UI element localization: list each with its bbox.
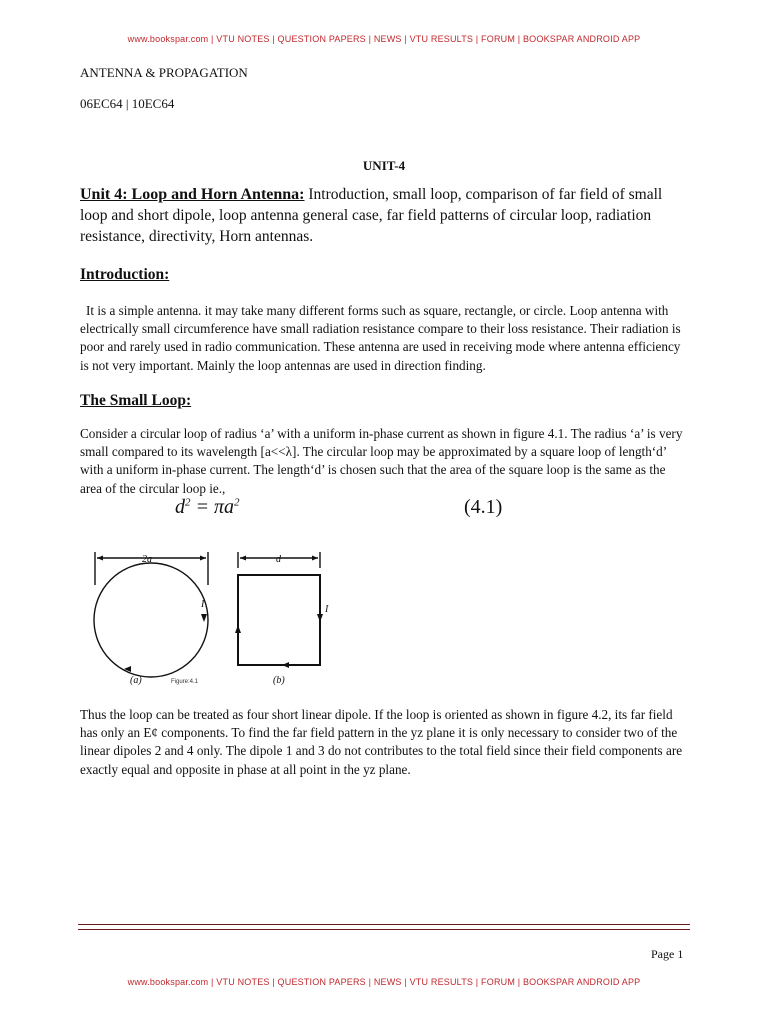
footer-banner[interactable]: www.bookspar.com | VTU NOTES | QUESTION PAPERS | NEWS | VTU RESULTS | FORUM | BOOKSPAR ANDROID APP [127,977,641,987]
unit-heading [80,184,690,247]
small-loop-heading: The Small Loop: [80,392,192,409]
arrow-left-icon [97,556,103,561]
loop-figure [80,540,340,690]
arrow-right-icon [200,556,206,561]
footer-rule [78,924,690,930]
arrow-left-icon [240,556,246,561]
equation-rhs: = πa [190,496,235,518]
label-current-a: I [201,599,205,610]
label-diameter: 2a [142,554,152,565]
course-code: 06EC64 | 10EC64 [80,96,175,111]
page-number: Page 1 [651,947,684,961]
current-arrow-icon [235,625,241,633]
unit-description: Introduction, small loop, comparison of far field of small loop and short dipole, loop antenna general case, far field patterns of circular loop, radiation resistance, directivity, Horn antennas. [80,186,663,245]
label-current-b: I [325,604,329,615]
unit-label: UNIT-4 [362,158,406,173]
header-banner[interactable]: www.bookspar.com | VTU NOTES | QUESTION PAPERS | NEWS | VTU RESULTS | FORUM | BOOKSPAR ANDROID APP [127,34,641,44]
square-loop [238,575,320,665]
equation-exp1: 2 [185,496,191,509]
current-arrow-icon [282,662,289,668]
equation-number: (4.1) [464,496,503,518]
intro-paragraph: It is a simple antenna. it may take many different forms such as square, rectangle, or circle. Loop antenna with electrically small circumference have small radiation resistance compare to their loss resistance. Their radiation is poor and rarely used in radio communication. These antenna are used in receiving mode where antenna efficiency is not very important. Mainly the loop antennas are used in direction finding. [80,303,681,373]
label-sub-a: (a) [130,675,142,686]
label-sub-b: (b) [273,675,285,686]
arrow-right-icon [312,556,318,561]
equation-exp2: 2 [234,496,240,509]
figure-caption: Figure:4.1 [171,679,199,685]
course-title: ANTENNA & PROPAGATION [80,65,248,80]
intro-heading: Introduction: [80,266,170,283]
equation-lhs: d [175,496,185,518]
current-arrow-icon [201,614,207,622]
label-side: d [276,554,281,565]
current-arrow-icon [317,614,323,622]
area-equation [175,496,240,519]
small-loop-paragraph: Consider a circular loop of radius ‘a’ with a uniform in-phase current as shown in figure 4.1. The radius ‘a’ is very small compared to its wavelength [a<<λ]. The circular loop may be approximated by a square loop of length‘d’ with a uniform in-phase current. The length‘d’ is chosen such that the area of the square loop is the same as the area of the circular loop ie., [80,426,683,496]
unit-title: Unit 4: Loop and Horn Antenna: [80,186,305,203]
after-figure-paragraph: Thus the loop can be treated as four short linear dipole. If the loop is oriented as shown in figure 4.2, its far field has only an E¢ components. To find the far field pattern in the yz plane it is only necessary to consider two of the linear dipoles 2 and 4 only. The dipole 1 and 3 do not contributes to the total field since their field components are exactly equal and opposite in phase at all point in the yz plane. [80,707,683,777]
circular-loop [94,563,208,677]
